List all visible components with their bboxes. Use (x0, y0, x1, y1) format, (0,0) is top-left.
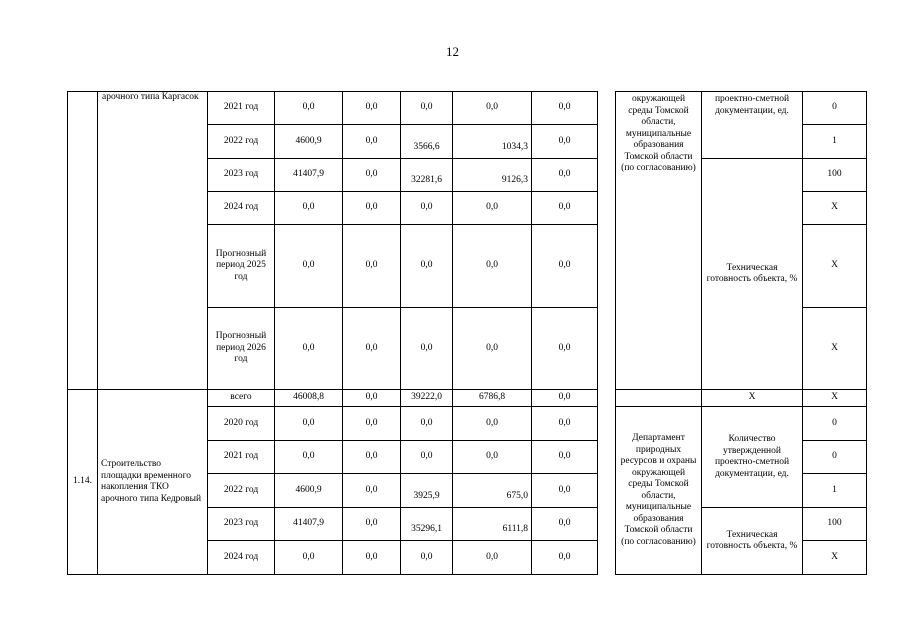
value-total: 0,0 (275, 192, 343, 225)
value-other: 0,0 (532, 92, 598, 125)
indicator2-cell: Техническая готовность объекта, % (702, 508, 803, 575)
target-cell: 100 (803, 159, 867, 192)
period-cell: 2023 год (208, 508, 275, 541)
value-federal: 0,0 (343, 441, 401, 474)
period-cell: 2024 год (208, 192, 275, 225)
value-regional: 0,0 (401, 92, 453, 125)
target-cell: 1 (803, 125, 867, 159)
value-total: 4600,9 (275, 125, 343, 159)
value-total: 0,0 (275, 308, 343, 390)
value-local: 0,0 (453, 407, 532, 441)
value-federal: 0,0 (343, 474, 401, 508)
value-federal: 0,0 (343, 225, 401, 308)
table-row (68, 390, 867, 407)
target-cell: Х (803, 541, 867, 575)
value-local (453, 125, 532, 159)
value-federal: 0,0 (343, 541, 401, 575)
value-federal: 0,0 (343, 508, 401, 541)
value-regional (401, 474, 453, 508)
value-total: 0,0 (275, 225, 343, 308)
event-name-text: Строительство площадки временного накопления ТКО арочного типа Кедровый (101, 459, 202, 504)
value-federal: 0,0 (343, 192, 401, 225)
value-text: 6111,8 (502, 524, 528, 535)
value-local: 6786,8 (453, 390, 532, 407)
value-other: 0,0 (532, 159, 598, 192)
value-total: 0,0 (275, 92, 343, 125)
gap-column (598, 92, 616, 575)
value-total: 0,0 (275, 407, 343, 441)
period-cell: Прогнозный период 2025 год (208, 225, 275, 308)
indicator-cell: проектно-сметной документации, ед. (702, 92, 803, 159)
period-cell: 2022 год (208, 125, 275, 159)
target-cell: 0 (803, 407, 867, 441)
number-cell (68, 92, 98, 390)
value-local: 0,0 (453, 192, 532, 225)
value-other: 0,0 (532, 407, 598, 441)
value-regional: 0,0 (401, 441, 453, 474)
value-federal: 0,0 (343, 159, 401, 192)
period-cell: Прогнозный период 2026 год (208, 308, 275, 390)
target-cell: Х (803, 390, 867, 407)
value-federal: 0,0 (343, 407, 401, 441)
value-total: 0,0 (275, 441, 343, 474)
value-text: 3925,9 (413, 490, 440, 501)
value-text: 35296,1 (411, 524, 442, 535)
value-local (453, 508, 532, 541)
target-cell: 100 (803, 508, 867, 541)
indicator-cell: Количество утвержденной проектно-сметной документации, ед. (702, 407, 803, 508)
value-federal: 0,0 (343, 125, 401, 159)
period-cell: всего (208, 390, 275, 407)
value-regional (401, 159, 453, 192)
value-local: 0,0 (453, 541, 532, 575)
value-total: 0,0 (275, 541, 343, 575)
value-local: 0,0 (453, 308, 532, 390)
value-other: 0,0 (532, 192, 598, 225)
value-federal: 0,0 (343, 390, 401, 407)
period-cell: 2022 год (208, 474, 275, 508)
target-cell: 0 (803, 92, 867, 125)
value-local: 0,0 (453, 92, 532, 125)
value-other: 0,0 (532, 441, 598, 474)
period-cell: 2024 год (208, 541, 275, 575)
value-total: 4600,9 (275, 474, 343, 508)
value-total: 46008,8 (275, 390, 343, 407)
target-cell: Х (803, 225, 867, 308)
value-regional: 39222,0 (401, 390, 453, 407)
value-text: 32281,6 (411, 175, 442, 186)
target-cell: Х (803, 192, 867, 225)
executor-cell: окружающей среды Томской области, муниципальные образования Томской области (по согласованию) (616, 92, 702, 390)
value-federal: 0,0 (343, 308, 401, 390)
period-cell: 2020 год (208, 407, 275, 441)
value-text: 675,0 (506, 490, 528, 501)
value-regional (401, 125, 453, 159)
value-local: 0,0 (453, 441, 532, 474)
number-cell: 1.14. (68, 390, 98, 575)
value-federal: 0,0 (343, 92, 401, 125)
indicator-total-cell: Х (702, 390, 803, 407)
value-local (453, 474, 532, 508)
value-total: 41407,9 (275, 508, 343, 541)
program-table (67, 91, 867, 575)
period-cell: 2021 год (208, 441, 275, 474)
page-number: 12 (446, 44, 459, 59)
value-other: 0,0 (532, 390, 598, 407)
value-total: 41407,9 (275, 159, 343, 192)
value-text: 1034,3 (501, 141, 528, 152)
value-regional: 0,0 (401, 308, 453, 390)
target-cell: 0 (803, 441, 867, 474)
value-text: 9126,3 (501, 175, 528, 186)
target-cell: Х (803, 308, 867, 390)
value-local (453, 159, 532, 192)
value-other: 0,0 (532, 474, 598, 508)
table-row (68, 92, 867, 125)
value-regional: 0,0 (401, 541, 453, 575)
value-other: 0,0 (532, 308, 598, 390)
value-text: 3566,6 (413, 141, 440, 152)
value-regional: 0,0 (401, 192, 453, 225)
value-other: 0,0 (532, 125, 598, 159)
target-cell: 1 (803, 474, 867, 508)
value-other: 0,0 (532, 508, 598, 541)
event-name-cell (98, 390, 208, 575)
value-regional: 0,0 (401, 407, 453, 441)
value-regional: 0,0 (401, 225, 453, 308)
indicator2-cell: Техническая готовность объекта, % (702, 159, 803, 390)
value-local: 0,0 (453, 225, 532, 308)
event-name-cell: арочного типа Каргасок (98, 92, 208, 390)
value-other: 0,0 (532, 225, 598, 308)
value-regional (401, 508, 453, 541)
executor-cell: Департамент природных ресурсов и охраны окружающей среды Томской области, муниципальные образования Томской области (по согласованию) (616, 407, 702, 575)
period-cell: 2021 год (208, 92, 275, 125)
executor-blank-cell (616, 390, 702, 407)
period-cell: 2023 год (208, 159, 275, 192)
value-other: 0,0 (532, 541, 598, 575)
